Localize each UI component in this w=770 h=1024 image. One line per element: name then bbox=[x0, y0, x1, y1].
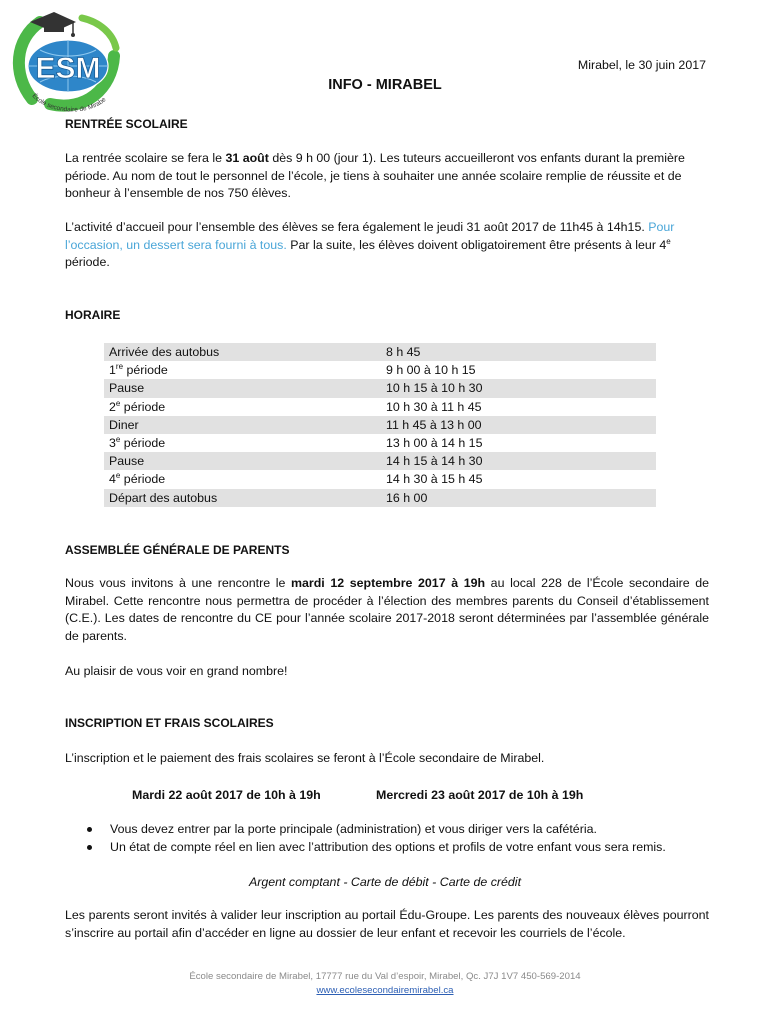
schedule-label: 2e période bbox=[109, 398, 166, 414]
list-item: Vous devez entrer par la porte principale (administration) et vous diriger vers la cafétéria. bbox=[85, 820, 725, 838]
logo-ring-text: École secondaire de Mirabe bbox=[30, 92, 108, 114]
schedule-label: 4e période bbox=[109, 471, 166, 487]
schedule-time: 13 h 00 à 14 h 15 bbox=[386, 436, 483, 451]
list-item: Un état de compte réel en lien avec l’attribution des options et profils de votre enfant vous sera remis. bbox=[85, 838, 725, 856]
inscription-closing: Les parents seront invités à valider leur inscription au portail Édu-Groupe. Les parents des nouveaux élèves pourront s’inscrire au portail afin d’accéder en ligne au dossier de leur enfant et recevoir les courriels de l’école. bbox=[65, 908, 709, 940]
table-row bbox=[104, 343, 656, 361]
schedule-time: 14 h 30 à 15 h 45 bbox=[386, 472, 483, 487]
inscription-intro: L’inscription et le paiement des frais scolaires se feront à l’École secondaire de Mirabel. bbox=[65, 751, 545, 765]
footer-address: École secondaire de Mirabel, 17777 rue du Val d’espoir, Mirabel, Qc. J7J 1V7 450-569-2014 bbox=[189, 971, 581, 982]
school-logo bbox=[10, 4, 120, 116]
schedule-label: 3e période bbox=[109, 434, 166, 451]
heading-horaire: HORAIRE bbox=[65, 308, 121, 322]
table-row bbox=[104, 470, 656, 488]
schedule-label: Diner bbox=[104, 416, 381, 434]
inscription-date-2: Mercredi 23 août 2017 de 10h à 19h bbox=[376, 788, 584, 802]
dessert-highlight: Pour l’occasion, un dessert sera fourni à tous. bbox=[65, 220, 675, 252]
assemblee-paragraph-1: Nous vous invitons à une rencontre le mardi 12 septembre 2017 à 19h au local 228 de l’École secondaire de Mirabel. Cette rencontre nous permettra de procéder à l’élection des membres parents du Conseil d’établissement (C.E.). Les dates de rencontre du CE pour l’année scolaire 2017-2018 seront déterminées par l’assemblée générale de parents. bbox=[65, 576, 709, 643]
rentree-paragraph-2: L’activité d’accueil pour l’ensemble des élèves se fera également le jeudi 31 août 2017 de 11h45 à 14h15. Pour l’occasion, un dessert sera fourni à tous. Par la suite, les élèves doivent obligatoirement être présents à leur 4e période. bbox=[65, 220, 675, 269]
bullet-dot-icon bbox=[87, 845, 92, 850]
schedule-label: Pause bbox=[104, 379, 381, 397]
schedule-label: Arrivée des autobus bbox=[104, 343, 381, 361]
table-row bbox=[104, 489, 656, 507]
inscription-date-1: Mardi 22 août 2017 de 10h à 19h bbox=[132, 788, 321, 802]
table-row bbox=[104, 416, 656, 434]
table-row bbox=[104, 379, 656, 397]
page-footer bbox=[0, 970, 770, 998]
schedule-label: Pause bbox=[104, 452, 381, 470]
table-row bbox=[104, 434, 656, 452]
schedule-time: 14 h 15 à 14 h 30 bbox=[381, 452, 656, 470]
table-row bbox=[104, 398, 656, 416]
schedule-time: 11 h 45 à 13 h 00 bbox=[381, 416, 656, 434]
footer-website-link[interactable]: www.ecolesecondairemirabel.ca bbox=[316, 985, 454, 996]
graduation-cap-globe-logo-icon bbox=[10, 4, 120, 116]
payment-methods: Argent comptant - Carte de débit - Carte de crédit bbox=[248, 875, 522, 889]
heading-inscription: INSCRIPTION ET FRAIS SCOLAIRES bbox=[65, 716, 274, 730]
letter-date: Mirabel, le 30 juin 2017 bbox=[577, 58, 706, 72]
page-title: INFO - MIRABEL bbox=[328, 77, 442, 93]
heading-assemblee: ASSEMBLÉE GÉNÉRALE DE PARENTS bbox=[65, 543, 290, 557]
schedule-time: 16 h 00 bbox=[381, 489, 656, 507]
assemblee-paragraph-2: Au plaisir de vous voir en grand nombre! bbox=[65, 664, 288, 678]
schedule-label: Départ des autobus bbox=[104, 489, 381, 507]
schedule-time: 9 h 00 à 10 h 15 bbox=[386, 363, 476, 378]
table-row bbox=[104, 361, 656, 379]
schedule-time: 10 h 30 à 11 h 45 bbox=[386, 399, 482, 414]
heading-rentree: RENTRÉE SCOLAIRE bbox=[65, 117, 188, 131]
table-row bbox=[104, 452, 656, 470]
schedule-time: 10 h 15 à 10 h 30 bbox=[381, 379, 656, 397]
bullet-dot-icon bbox=[87, 827, 92, 832]
schedule-label: 1re période bbox=[109, 362, 168, 378]
schedule-table bbox=[104, 343, 656, 507]
inscription-bullet-list bbox=[85, 820, 725, 856]
rentree-paragraph-1: La rentrée scolaire se fera le 31 août dès 9 h 00 (jour 1). Les tuteurs accueilleront vos enfants durant la première période. Au nom de tout le personnel de l’école, je tiens à souhaiter une année scolaire remplie de réussite et de bonheur à l’ensemble de nos 750 élèves. bbox=[65, 151, 685, 200]
schedule-time: 8 h 45 bbox=[381, 343, 656, 361]
logo-text: ESM bbox=[35, 52, 101, 85]
